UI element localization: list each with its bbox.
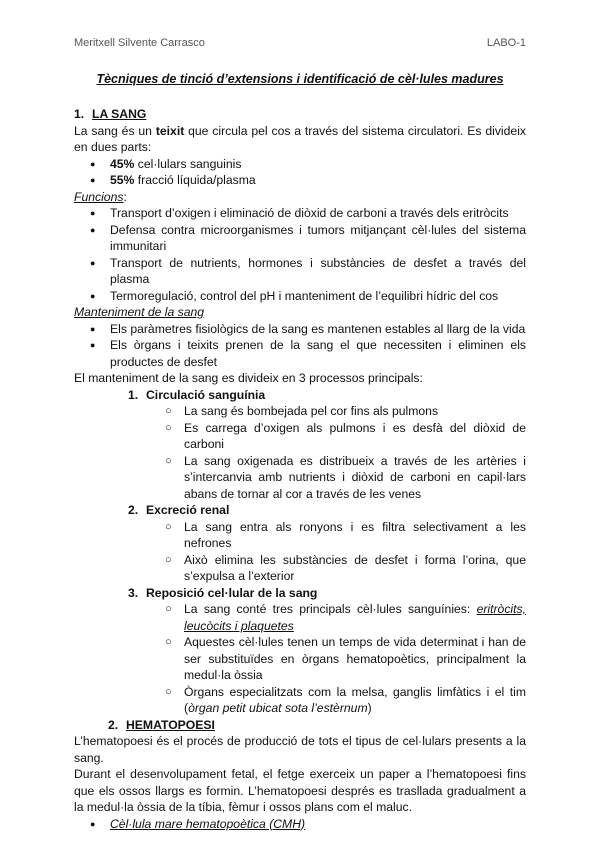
list-item: ○ Òrgans especialitzats com la melsa, ganglis limfàtics i el tim (òrgan petit ubicat sota l’estèrnum) — [74, 684, 526, 717]
process-heading: 2. Excreció renal — [128, 503, 230, 517]
funcions-heading: Funcions: — [74, 189, 127, 204]
section-heading-hematopoesi: 2. HEMATOPOESI — [108, 717, 215, 732]
list-item: ○ Aquestes cèl·lules tenen un temps de vida determinat i han de ser substituïdes en òrgans hematopoètics, principalment la medul·la òssia — [74, 634, 526, 684]
page-header — [74, 37, 526, 49]
section-number: 1. — [74, 107, 85, 121]
list-item: ● Transport d’oxigen i eliminació de diòxid de carboni a través dels eritròcits — [74, 205, 526, 222]
intro-paragraph: La sang és un teixit que circula pel cos a través del sistema circulatori. Es divideix en dues parts: — [74, 123, 526, 154]
list-item: ○ Es carrega d’oxigen als pulmons i es desfà del diòxid de carboni — [74, 420, 526, 453]
document-body — [74, 106, 526, 832]
section-title: LA SANG — [92, 107, 147, 121]
author-name: Meritxell Silvente Carrasco — [74, 37, 205, 49]
list-item: ● Transport de nutrients, hormones i substàncies de desfet a través del plasma — [74, 255, 526, 288]
list-item: ● 55% fracció líquida/plasma — [74, 172, 526, 189]
hematopoesi-paragraph: Durant el desenvolupament fetal, el fetge exerceix un paper a l’hematopoesi fins que els ossos llargs es formin. L’hematopoesi després es trasllada gradualment a la medul·la òssia de la tíbia, fèmur i ossos plans com el maluc. — [74, 767, 526, 814]
list-item: ● Els paràmetres fisiològics de la sang es mantenen estables al llarg de la vida — [74, 321, 526, 338]
course-code: LABO-1 — [486, 37, 526, 49]
list-item: ● Els òrgans i teixits prenen de la sang el que necessiten i eliminen els productes de desfet — [74, 337, 526, 370]
section-heading-la-sang — [74, 106, 526, 123]
processos-intro: El manteniment de la sang es divideix en 3 processos principals: — [74, 371, 423, 385]
list-item: ○ La sang entra als ronyons i es filtra selectivament a les nefrones — [74, 519, 526, 552]
process-heading: 1. Circulació sanguínia — [128, 387, 266, 402]
manteniment-heading: Manteniment de la sang — [74, 305, 205, 319]
keyword-teixit: teixit — [155, 123, 185, 138]
list-item: ○ La sang conté tres principals cèl·lules sanguínies: eritròcits, leucòcits i plaquetes — [74, 601, 526, 634]
list-item: ● Cèl·lula mare hematopoètica (CMH) — [74, 816, 526, 833]
document-title: Tècniques de tinció d’extensions i identificació de cèl·lules madures — [96, 72, 504, 86]
list-item: ○ La sang oxigenada es distribueix a través de les artèries i s’intercanvia amb nutrients i diòxid de carboni en capil·lars abans de tornar al cor a través de les venes — [74, 453, 526, 503]
list-item: ● 45% cel·lulars sanguinis — [74, 156, 526, 173]
list-item: ● Termoregulació, control del pH i manteniment de l’equilibri hídric del cos — [74, 288, 526, 305]
list-item: ○ Això elimina les substàncies de desfet i forma l’orina, que s’expulsa a l’exterior — [74, 552, 526, 585]
hematopoesi-paragraph: L’hematopoesi és el procés de producció de tots el tipus de cel·lulars presents a la sang. — [74, 734, 526, 765]
list-item: ○ La sang és bombejada pel cor fins als pulmons — [74, 403, 526, 420]
list-item: ● Defensa contra microorganismes i tumors mitjançant cèl·lules del sistema immunitari — [74, 222, 526, 255]
process-heading: 3. Reposició cel·lular de la sang — [128, 585, 318, 600]
